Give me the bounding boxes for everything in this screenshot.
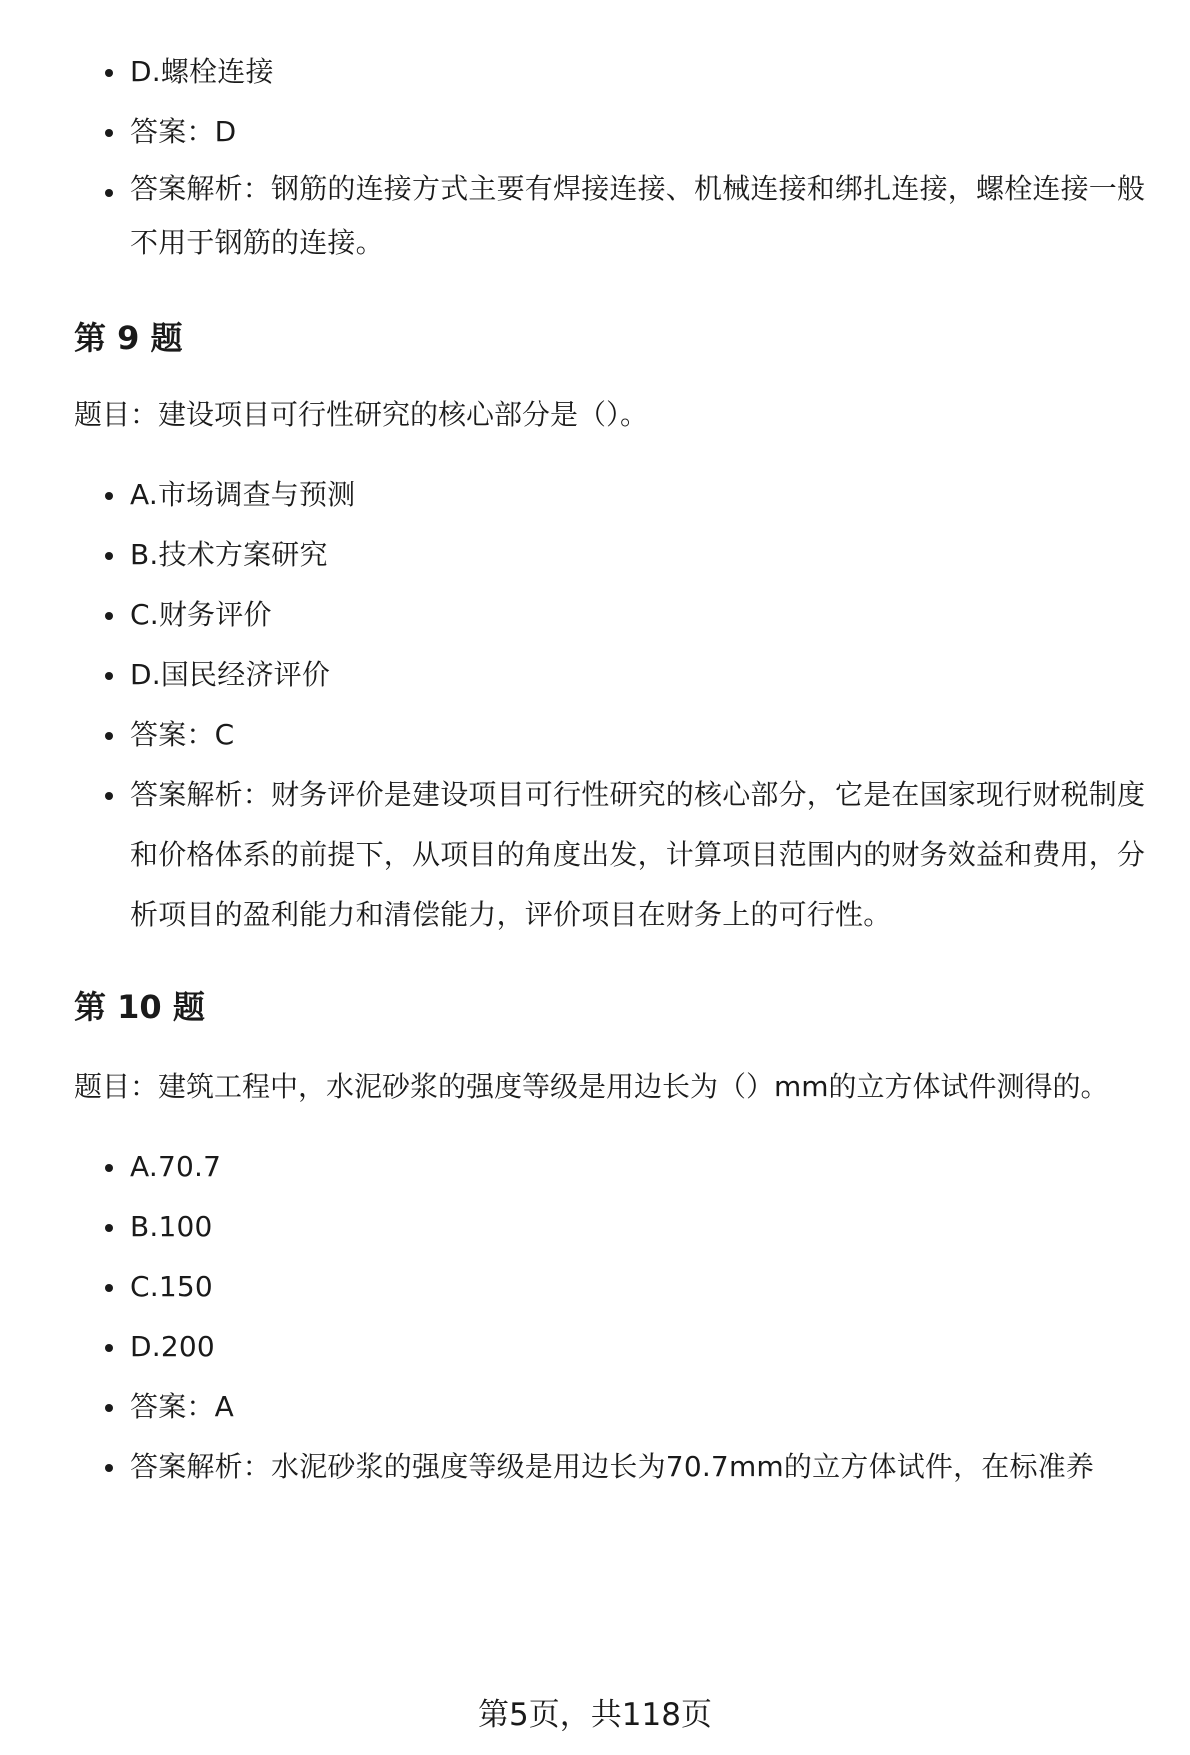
explanation-line: 答案解析：水泥砂浆的强度等级是用边长为70.7mm的立方体试件，在标准养 — [74, 1437, 1164, 1497]
answer-line: 答案：A — [74, 1377, 1164, 1437]
question-10-options — [74, 1137, 1164, 1497]
question-9-stem: 题目：建设项目可行性研究的核心部分是（）。 — [74, 398, 649, 431]
question-10-heading: 第 10 题 — [74, 988, 205, 1026]
option-a: A.市场调查与预测 — [74, 465, 1164, 525]
page-content — [74, 50, 1164, 1497]
option-d: D.国民经济评价 — [74, 645, 1164, 705]
answer-line: 答案：C — [74, 705, 1164, 765]
option-d: D.螺栓连接 — [74, 42, 1164, 102]
option-a: A.70.7 — [74, 1137, 1164, 1197]
question-9-heading: 第 9 题 — [74, 319, 183, 357]
option-c: C.财务评价 — [74, 585, 1164, 645]
option-c: C.150 — [74, 1257, 1164, 1317]
question-9-options — [74, 465, 1164, 945]
option-d: D.200 — [74, 1317, 1164, 1377]
explanation-line: 答案解析：钢筋的连接方式主要有焊接连接、机械连接和绑扎连接，螺栓连接一般不用于钢筋的连接。 — [74, 162, 1164, 270]
prev-question-list — [74, 42, 1164, 270]
option-b: B.技术方案研究 — [74, 525, 1164, 585]
question-10-stem: 题目：建筑工程中，水泥砂浆的强度等级是用边长为（）mm的立方体试件测得的。 — [74, 1070, 1109, 1103]
answer-line: 答案：D — [74, 102, 1164, 162]
explanation-line: 答案解析：财务评价是建设项目可行性研究的核心部分，它是在国家现行财税制度和价格体系的前提下，从项目的角度出发，计算项目范围内的财务效益和费用，分析项目的盈利能力和清偿能力，评价项目在财务上的可行性。 — [74, 765, 1164, 945]
option-b: B.100 — [74, 1197, 1164, 1257]
page-number: 第5页，共118页 — [478, 1697, 712, 1733]
